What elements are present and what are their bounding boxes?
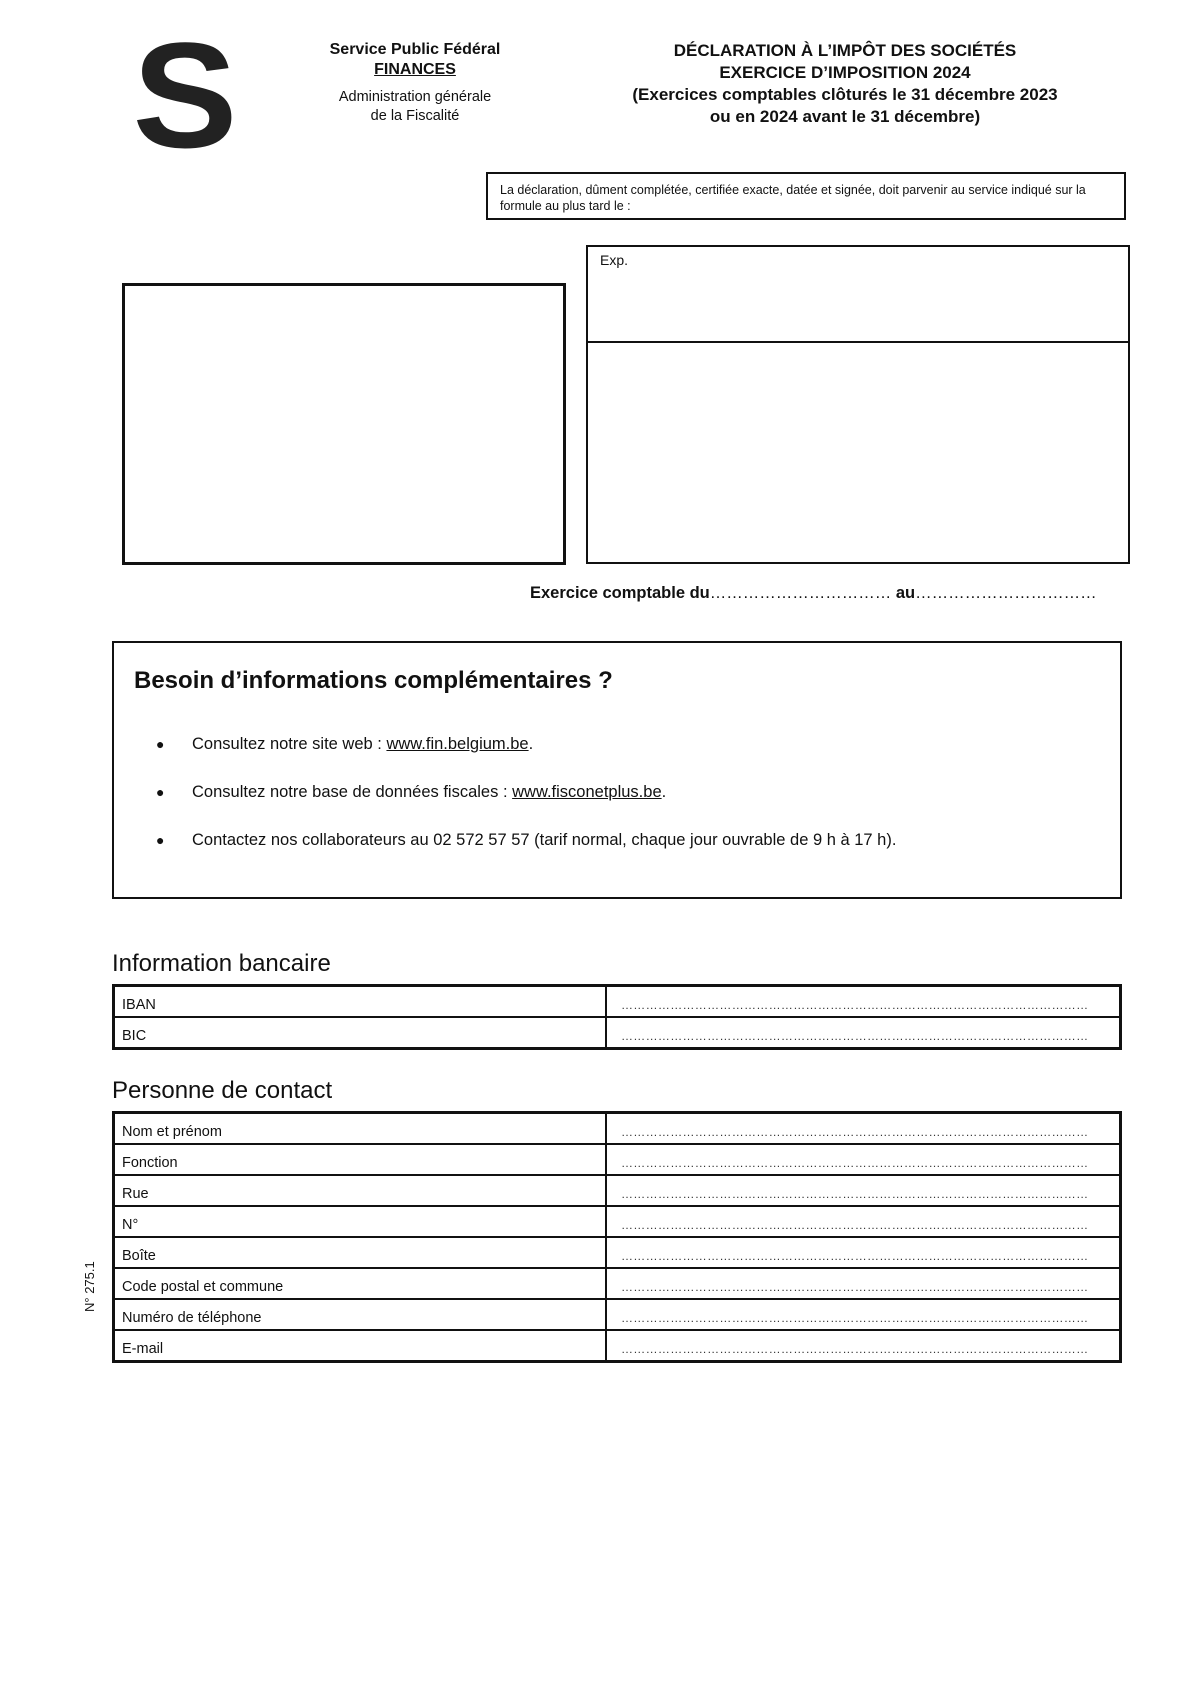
table-row: [114, 1113, 1121, 1145]
sender-label: Exp.: [600, 252, 629, 268]
postal-label: Code postal et commune: [114, 1268, 607, 1299]
title-line-2: EXERCICE D’IMPOSITION 2024: [719, 63, 971, 82]
phone-label: Numéro de téléphone: [114, 1299, 607, 1330]
info-item-suffix: .: [661, 783, 667, 801]
fiscal-period-from-field[interactable]: ……………………………: [709, 584, 892, 602]
deadline-notice: La déclaration, dûment complétée, certifiée exacte, datée et signée, doit parvenir au service indiqué sur la formule au plus tard le :: [486, 172, 1126, 220]
info-item-suffix: .: [528, 735, 534, 753]
bullet-icon: ●: [156, 832, 165, 848]
agency-department: FINANCES: [374, 61, 456, 78]
page-title: [600, 40, 1090, 128]
box-field[interactable]: ……………………………………………………………………………………………………: [606, 1237, 1121, 1268]
info-item-website: [156, 735, 533, 754]
info-item-database: [156, 783, 666, 802]
street-label: Rue: [114, 1175, 607, 1206]
title-line-4: ou en 2024 avant le 31 décembre): [709, 107, 981, 126]
info-item-text: Consultez notre base de données fiscales :: [192, 783, 513, 801]
website-link[interactable]: www.fin.belgium.be: [386, 735, 529, 753]
agency-admin-sub: de la Fiscalité: [370, 108, 460, 124]
table-row: [114, 1017, 1121, 1049]
fiscal-period-to-field[interactable]: ……………………………: [915, 584, 1097, 602]
email-label: E-mail: [114, 1330, 607, 1362]
email-field[interactable]: ……………………………………………………………………………………………………: [606, 1330, 1121, 1362]
street-field[interactable]: ……………………………………………………………………………………………………: [606, 1175, 1121, 1206]
name-field[interactable]: ……………………………………………………………………………………………………: [606, 1113, 1121, 1145]
agency-admin: Administration générale: [338, 89, 492, 105]
phone-field[interactable]: ……………………………………………………………………………………………………: [606, 1299, 1121, 1330]
bullet-icon: ●: [156, 736, 165, 752]
table-row: [114, 1237, 1121, 1268]
service-box: [586, 341, 1130, 564]
table-row: [114, 1206, 1121, 1237]
form-number: N° 275.1: [82, 1261, 97, 1312]
table-row: [114, 986, 1121, 1018]
contact-section-title: Personne de contact: [112, 1077, 333, 1104]
function-label: Fonction: [114, 1144, 607, 1175]
logo-s: S: [132, 11, 238, 179]
info-box: [112, 641, 1122, 899]
bic-label: BIC: [114, 1017, 607, 1049]
bank-table: [112, 984, 1122, 1050]
table-row: [114, 1268, 1121, 1299]
fiscal-period-from-label: Exercice comptable du: [530, 584, 710, 602]
table-row: [114, 1175, 1121, 1206]
info-title: Besoin d’informations complémentaires ?: [134, 667, 613, 694]
number-label: N°: [114, 1206, 607, 1237]
iban-label: IBAN: [114, 986, 607, 1018]
info-item-phone: [156, 831, 896, 850]
agency-name: Service Public Fédéral: [329, 41, 501, 58]
table-row: [114, 1299, 1121, 1330]
bic-field[interactable]: ……………………………………………………………………………………………………: [606, 1017, 1121, 1049]
name-label: Nom et prénom: [114, 1113, 607, 1145]
title-line-1: DÉCLARATION À L’IMPÔT DES SOCIÉTÉS: [673, 41, 1017, 60]
address-box: [122, 283, 566, 565]
table-row: [114, 1144, 1121, 1175]
agency-block: [300, 40, 530, 126]
info-item-text: Contactez nos collaborateurs au 02 572 57 57 (tarif normal, chaque jour ouvrable de 9 h à 17 h).: [192, 831, 897, 849]
box-label: Boîte: [114, 1237, 607, 1268]
bank-section-title: Information bancaire: [112, 950, 331, 977]
iban-field[interactable]: ……………………………………………………………………………………………………: [606, 986, 1121, 1018]
database-link[interactable]: www.fisconetplus.be: [512, 783, 662, 801]
function-field[interactable]: ……………………………………………………………………………………………………: [606, 1144, 1121, 1175]
postal-field[interactable]: ……………………………………………………………………………………………………: [606, 1268, 1121, 1299]
info-item-text: Consultez notre site web :: [192, 735, 387, 753]
number-field[interactable]: ……………………………………………………………………………………………………: [606, 1206, 1121, 1237]
title-line-3: (Exercices comptables clôturés le 31 décembre 2023: [632, 85, 1058, 104]
sender-box: [586, 245, 1130, 343]
bullet-icon: ●: [156, 784, 165, 800]
table-row: [114, 1330, 1121, 1362]
contact-table: [112, 1111, 1122, 1363]
fiscal-period-to-label: au: [895, 584, 916, 602]
fiscal-period: [530, 584, 1130, 603]
